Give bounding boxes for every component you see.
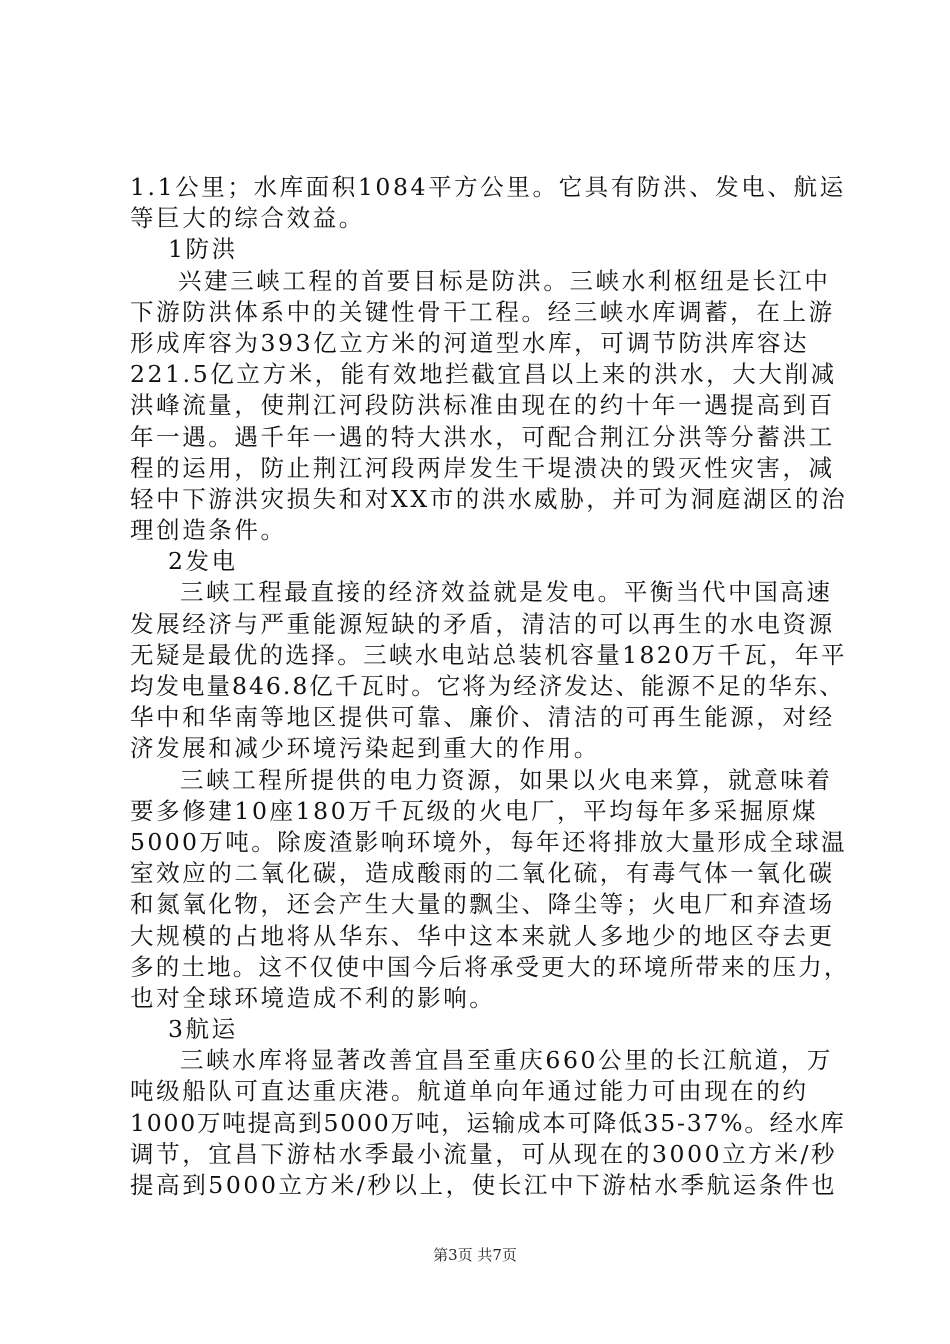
text-line: 5000万吨。除废渣影响环境外，每年还将排放大量形成全球温 [130,827,847,856]
text-line: 2发电 [168,547,238,576]
text-line: 1.1公里；水库面积1084平方公里。它具有防洪、发电、航运 [130,173,846,201]
text-line: 多的土地。这不仅使中国今后将承受更大的环境所带来的压力， [130,952,850,981]
text-line: 程的运用，防止荆江河段两岸发生干堤溃决的毁灭性灾害，减 [130,453,835,482]
text-line: 221.5亿立方米，能有效地拦截宜昌以上来的洪水，大大削减 [130,360,837,389]
text-line: 兴建三峡工程的首要目标是防洪。三峡水利枢纽是长江中 [178,266,831,295]
text-line: 发展经济与严重能源短缺的矛盾，清洁的可以再生的水电资源 [130,609,835,638]
text-line: 1防洪 [168,235,238,264]
text-line: 理创造条件。 [130,516,287,545]
text-line: 轻中下游洪灾损失和对XX市的洪水威胁，并可为洞庭湖区的治 [130,484,848,513]
text-line: 也对全球环境造成不利的影响。 [130,983,496,1012]
text-line: 三峡工程最直接的经济效益就是发电。平衡当代中国高速 [180,578,833,607]
text-line: 洪峰流量，使荆江河段防洪标准由现在的约十年一遇提高到百 [130,391,835,420]
text-line: 吨级船队可直达重庆港。航道单向年通过能力可由现在的约 [130,1077,809,1106]
text-line: 年一遇。遇千年一遇的特大洪水，可配合荆江分洪等分蓄洪工 [130,422,835,451]
text-line: 调节，宜昌下游枯水季最小流量，可从现在的3000立方米/秒 [130,1139,838,1168]
text-line: 三峡工程所提供的电力资源，如果以火电来算，就意味着 [180,765,833,794]
text-line: 和氮氧化物，还会产生大量的飘尘、降尘等；火电厂和弃渣场 [130,890,835,919]
text-line: 无疑是最优的选择。三峡水电站总装机容量1820万千瓦，年平 [130,640,847,669]
text-line: 下游防洪体系中的关键性骨干工程。经三峡水库调蓄，在上游 [130,297,835,326]
text-line: 要多修建10座180万千瓦级的火电厂，平均每年多采掘原煤 [130,796,819,825]
document-body [130,172,850,1201]
text-line: 室效应的二氧化碳，造成酸雨的二氧化硫，有毒气体一氧化碳 [130,859,835,888]
text-line: 1000万吨提高到5000万吨，运输成本可降低35-37%。经水库 [130,1108,846,1137]
text-line: 3航运 [168,1015,238,1044]
page-footer: 第3页 共7页 [433,1246,517,1264]
text-line: 大规模的占地将从华东、华中这本来就人多地少的地区夺去更 [130,921,835,950]
text-line: 三峡水库将显著改善宜昌至重庆660公里的长江航道，万 [180,1046,833,1075]
text-line: 形成库容为393亿立方米的河道型水库，可调节防洪库容达 [130,328,810,357]
text-line: 华中和华南等地区提供可靠、廉价、清洁的可再生能源，对经 [130,703,835,732]
text-line: 等巨大的综合效益。 [130,204,365,233]
text-line: 均发电量846.8亿千瓦时。它将为经济发达、能源不足的华东、 [130,672,845,700]
text-line: 济发展和减少环境污染起到重大的作用。 [130,734,600,763]
text-line: 提高到5000立方米/秒以上，使长江中下游枯水季航运条件也 [130,1171,838,1199]
